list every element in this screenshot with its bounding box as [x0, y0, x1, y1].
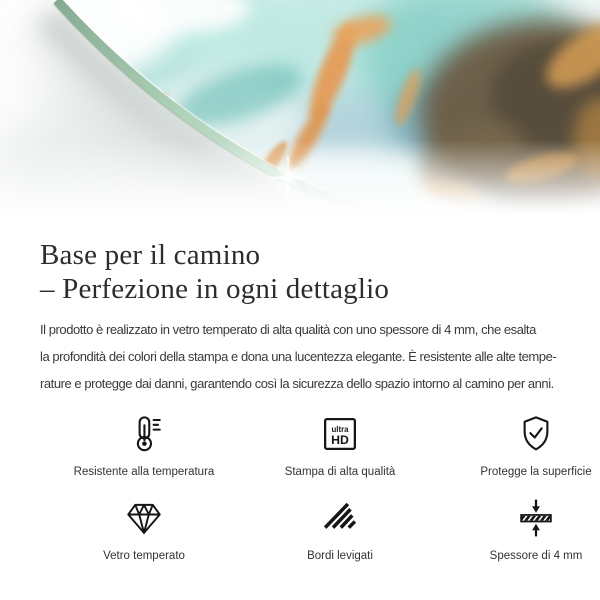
bottom-fade: [0, 140, 600, 232]
svg-text:HD: HD: [331, 433, 349, 448]
feature-polished-edges: [242, 495, 438, 563]
description-line: Il prodotto è realizzato in vetro temperato di alta qualità con uno spessore di 4 mm, che esalta: [40, 322, 536, 337]
thickness-4mm-icon: [515, 495, 557, 541]
content-section: [0, 232, 600, 563]
feature-label: Spessore di 4 mm: [489, 550, 583, 562]
feature-temperature: [46, 411, 242, 479]
feature-label: Stampa di alta qualità: [284, 466, 396, 478]
feature-label: Bordi levigati: [307, 550, 373, 562]
feature-thickness: [438, 495, 600, 563]
page-title: [40, 238, 600, 306]
feature-print-quality: [242, 411, 438, 479]
feature-label: Vetro temperato: [103, 550, 185, 562]
feature-grid: [40, 411, 600, 563]
diamond-icon: [123, 495, 165, 541]
product-image: [0, 0, 600, 232]
shield-check-icon: [515, 411, 557, 457]
glass-panel-artwork: [0, 0, 600, 232]
description-line: la profondità dei colori della stampa e dona una lucentezza elegante. È resistente alle alte tempe-: [40, 349, 557, 364]
feature-label: Protegge la superficie: [480, 466, 592, 478]
thermometer-icon: [123, 411, 165, 457]
title-line-1: Base per il camino: [40, 239, 261, 271]
svg-text:ultra: ultra: [331, 424, 349, 434]
ultra-hd-icon: [319, 411, 361, 457]
product-description: [40, 316, 600, 397]
polished-edges-icon: [319, 495, 361, 541]
description-line: rature e protegge dai danni, garantendo così la sicurezza dello spazio intorno al camino per anni.: [40, 376, 554, 391]
feature-label: Resistente alla temperatura: [73, 466, 215, 478]
feature-surface-protection: [438, 411, 600, 479]
title-line-2: – Perfezione in ogni dettaglio: [40, 273, 390, 305]
feature-tempered-glass: [46, 495, 242, 563]
